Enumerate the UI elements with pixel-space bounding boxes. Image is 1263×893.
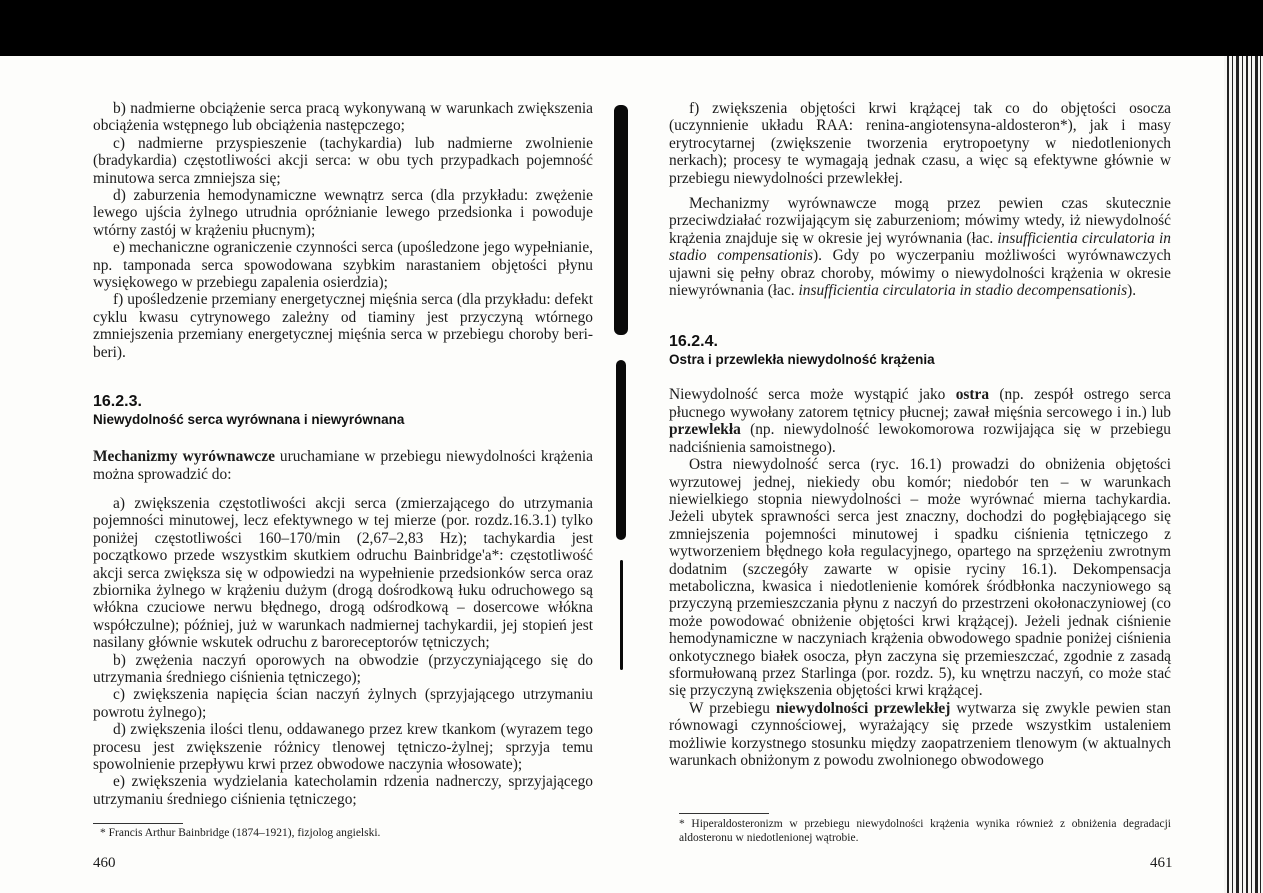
acute-chronic-paragraph bbox=[669, 386, 1171, 456]
list-item: f) upośledzenie przemiany energetycznej mięśnia serca (dla przykładu: defekt cyklu kwasu cytrynowego zależny od tiaminy jest przyczyną wtórnego zmniejszenia przemiany energetycznej mięśnia serca w przebiegu choroby beri-beri). bbox=[93, 291, 593, 361]
page-stack-edge bbox=[1224, 56, 1263, 893]
mechanisms-list bbox=[93, 495, 593, 808]
section-title: Ostra i przewlekła niewydolność krążenia bbox=[669, 352, 935, 368]
list-item: c) nadmierne przyspieszenie (tachykardia) lub nadmierne zwolnienie (bradykardia) częstotliwości akcji serca: w obu tych przypadkach pojemność minutowa serca zmniejsza się; bbox=[93, 134, 593, 187]
paragraph-text: Niewydolność serca może wystąpić jako bbox=[669, 386, 956, 404]
list-item: b) nadmierne obciążenie serca pracą wykonywaną w warunkach zwiększenia obciążenia wstępnego lub obciążenia następczego; bbox=[93, 100, 593, 135]
mechanisms-intro bbox=[93, 448, 593, 483]
section-heading bbox=[669, 333, 1171, 368]
paragraph-text: ). Gdy po wyczerpaniu możliwości wyrównawczych ujawni się pełny obraz choroby, mówimy o niewydolności krążenia w okresie niewyrównania (łac. bbox=[669, 247, 1171, 300]
section-number: 16.2.3. bbox=[93, 393, 142, 411]
bold-term: ostra bbox=[955, 386, 990, 404]
section-heading bbox=[93, 393, 593, 428]
paragraph-text: (np. niewydolność lewokomorowa rozwijająca się w przebiegu nadciśnienia samoistnego). bbox=[669, 421, 1171, 456]
left-footnote-rule bbox=[93, 823, 183, 824]
left-footnote: * Francis Arthur Bainbridge (1874–1921), fizjolog angielski. bbox=[100, 827, 381, 839]
intro-list bbox=[93, 100, 593, 361]
page-number-right: 461 bbox=[1150, 855, 1173, 871]
list-item: b) zwężenia naczyń oporowych na obwodzie (przyczyniającego się do utrzymania średniego ciśnienia tętniczego); bbox=[93, 651, 593, 686]
bold-term: Mechanizmy wyrównawcze bbox=[93, 448, 275, 466]
scan-top-shadow bbox=[0, 0, 1263, 56]
paragraph-text: W przebiegu bbox=[689, 699, 776, 717]
gutter-shadow bbox=[620, 560, 623, 670]
list-item: c) zwiększenia napięcia ścian naczyń żylnych (sprzyjającego utrzymaniu powrotu żylnego); bbox=[93, 686, 593, 721]
paragraph-text: wytwarza się zwykle pewien stan równowagi czynnościowej, wyrażający się przede wszystkim ustaleniem możliwie korzystnego stosunku między zaopatrzeniem tlenowym (w aktualnych warunkach obniżonym z powodu zwolnionego obwodowego bbox=[669, 699, 1171, 769]
latin-term: insufficientia circulatoria in stadio compensationis bbox=[669, 229, 1171, 265]
acute-paragraph: Ostra niewydolność serca (ryc. 16.1) prowadzi do obniżenia objętości wyrzutowej jednej, niekiedy obu komór; niedobór ten – w warunkach niewielkiego stopnia niewydolności – może wyrównać mierna tachykardia. Jeżeli ubytek sprawności serca jest znaczny, dochodzi do pogłębiającego się zmniejszenia pojemności minutowej i spadku ciśnienia tętniczego z wytworzeniem błędnego koła regulacyjnego, opartego na sprzężeniu zwrotnym dodatnim (szczegóły zawarte w opisie ryciny 16.1). Dekompensacja metaboliczna, kwasica i niedotlenienie komórek śródbłonka naczyniowego są przyczyną przemieszczania płynu z naczyń do przestrzeni okołonaczyniowej (co może powodować obniżenie objętości krwi krążącej). Jeżeli jednak ciśnienie hemodynamiczne w naczyniach krążenia obwodowego spadnie poniżej ciśnienia onkotycznego białek osocza, płyn zaczyna się przemieszczać, zgodnie z zasadą sformułowaną przez Starlinga (por. rozdz. 5), ku wnętrzu naczyń, co może stać się przyczyną zwiększenia objętości krwi krążącej. bbox=[669, 456, 1171, 700]
latin-term: insufficientia circulatoria in stadio decompensationis bbox=[798, 282, 1128, 300]
list-item: d) zaburzenia hemodynamiczne wewnątrz serca (dla przykładu: zwężenie lewego ujścia żylnego utrudnia opróżnianie lewego przedsionka i powoduje wtórny zastój w krążeniu płucnym); bbox=[93, 187, 593, 239]
section-number: 16.2.4. bbox=[669, 333, 718, 351]
right-page bbox=[669, 100, 1171, 769]
section-title: Niewydolność serca wyrównana i niewyrównana bbox=[93, 412, 405, 428]
list-item: f) zwiększenia objętości krwi krążącej tak co do objętości osocza (uczynnienie układu RAA: renina-angiotensyna-aldosteron*), jak i masy erytrocytarnej (zwiększenie tworzenia erytropoetyny w niedotlenionych nerkach); procesy te wymagają jednak czasu, a więc są efektywne głównie w przebiegu niewydolności przewlekłej. bbox=[669, 100, 1171, 187]
list-item: a) zwiększenia częstotliwości akcji serca (zmierzającego do utrzymania pojemności minutowej, lecz efektywnego w tej mierze (por. rozdz.16.3.1) tylko poniżej częstotliwości 160–170/min (2,67–2,83 Hz); tachykardia jest początkowo przede wszystkim skutkiem odruchu Bainbridge'a*: częstotliwość akcji serca zwiększa się w odpowiedzi na wypełnienie przedsionków serca oraz zbiornika żylnego w krążeniu dużym (drogą dośrodkową łuku odruchowego są włókna czuciowe nerwu błędnego, drogą odśrodkową – dosercowe włókna współczulne); później, już w warunkach nadmiernej tachykardii, jej stopień jest nasilany głównie wskutek odruchu z baroreceptorów tętniczych; bbox=[93, 494, 593, 652]
paragraph-text: ). bbox=[1127, 282, 1137, 300]
chronic-paragraph bbox=[669, 700, 1171, 770]
mechanisms-intro-text: uruchamiane w przebiegu niewydolności krążenia można sprowadzić do: bbox=[93, 448, 594, 483]
right-footnote-rule bbox=[679, 813, 769, 814]
compensation-paragraph bbox=[669, 195, 1171, 299]
page-number-left: 460 bbox=[93, 855, 116, 871]
gutter-shadow bbox=[614, 105, 628, 335]
list-item: e) mechaniczne ograniczenie czynności serca (upośledzone jego wypełnianie, np. tamponada serca spowodowana szybkim narastaniem objętości płynu wysiękowego w przebiegu zapalenia osierdzia); bbox=[93, 239, 593, 292]
list-item: d) zwiększenia ilości tlenu, oddawanego przez krew tkankom (wyrazem tego procesu jest zwiększenie różnicy tlenowej tętniczo-żylnej; sprzyja temu spowolnienie przepływu krwi przez obwodowe naczynia włosowate); bbox=[93, 721, 593, 773]
paragraph-text: (np. zespół ostrego serca płucnego wywołany zatorem tętnicy płucnej; zawał mięśnia sercowego i in.) lub bbox=[669, 386, 1171, 421]
bold-term: niewydolności przewlekłej bbox=[775, 699, 951, 717]
bold-term: przewlekła bbox=[669, 421, 741, 439]
list-item: e) zwiększenia wydzielania katecholamin rdzenia nadnerczy, sprzyjającego utrzymaniu średniego ciśnienia tętniczego; bbox=[93, 773, 593, 808]
right-footnote: * Hiperaldosteronizm w przebiegu niewydolności krążenia wynika również z obniżenia degradacji aldosteronu w niedotlenionej wątrobie. bbox=[679, 818, 1171, 844]
left-page bbox=[93, 100, 593, 808]
paragraph-text: Mechanizmy wyrównawcze mogą przez pewien czas skutecznie przeciwdziałać rozwijającym się zaburzeniom; mówimy wtedy, iż niewydolność krążenia znajduje się w okresie jej wyrównania (łac. bbox=[669, 195, 1171, 247]
gutter-shadow bbox=[616, 360, 626, 540]
